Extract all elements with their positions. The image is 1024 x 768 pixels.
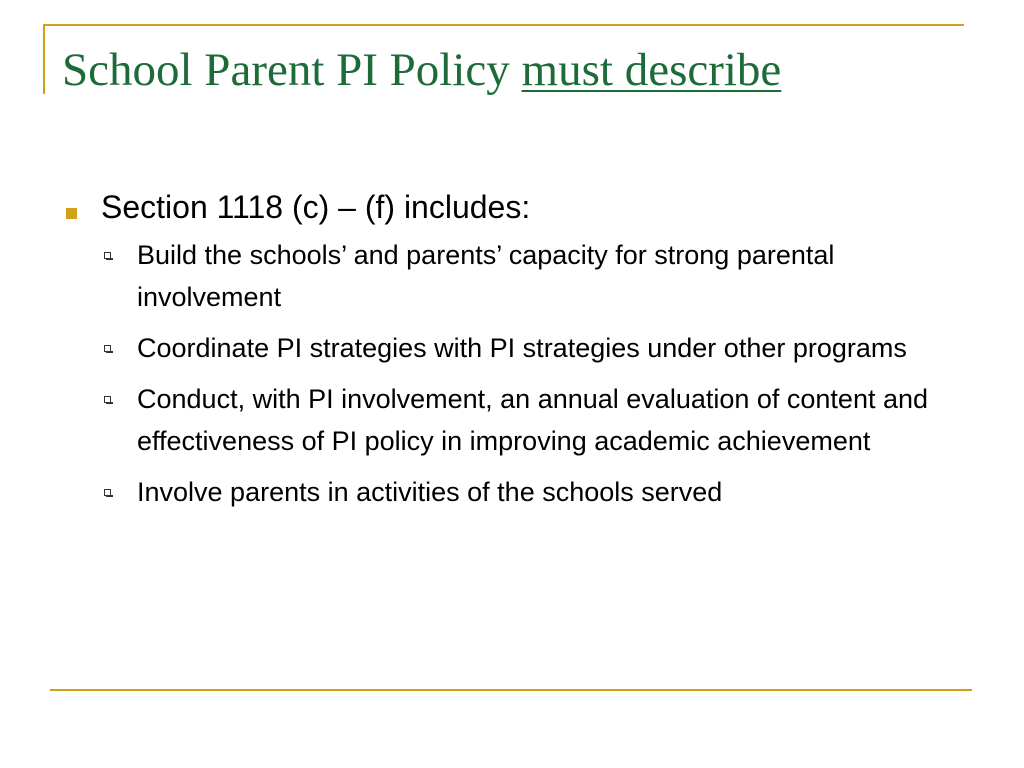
sub-bullet-text: Involve parents in activities of the schools served — [137, 477, 723, 508]
hollow-square-bullet-icon — [104, 345, 111, 352]
bottom-frame-line — [50, 689, 972, 691]
sub-bullet-item — [60, 327, 970, 369]
square-bullet-icon — [66, 208, 77, 219]
sub-bullet-text: Build the schools’ and parents’ capacity for strong parental involvement — [137, 240, 835, 313]
sub-bullet-item — [60, 378, 970, 462]
top-frame-line — [43, 24, 964, 26]
title-emphasis: must describe — [521, 44, 782, 96]
hollow-square-bullet-icon — [104, 252, 111, 259]
sub-bullet-text: Conduct, with PI involvement, an annual evaluation of content and effectiveness of PI policy in improving academic achievement — [137, 384, 929, 457]
main-bullet — [60, 188, 970, 226]
slide-title — [62, 42, 781, 98]
sub-bullet-item — [60, 471, 970, 513]
sub-bullet-text: Coordinate PI strategies with PI strategies under other programs — [137, 333, 907, 364]
title-main: School Parent PI Policy — [62, 44, 522, 96]
hollow-square-bullet-icon — [104, 396, 111, 403]
sub-bullet-item — [60, 234, 970, 318]
main-bullet-text: Section 1118 (c) – (f) includes: — [101, 189, 531, 225]
sub-bullet-list — [60, 234, 970, 513]
slide-content — [60, 188, 970, 522]
left-frame-line — [43, 24, 45, 94]
hollow-square-bullet-icon — [104, 489, 111, 496]
